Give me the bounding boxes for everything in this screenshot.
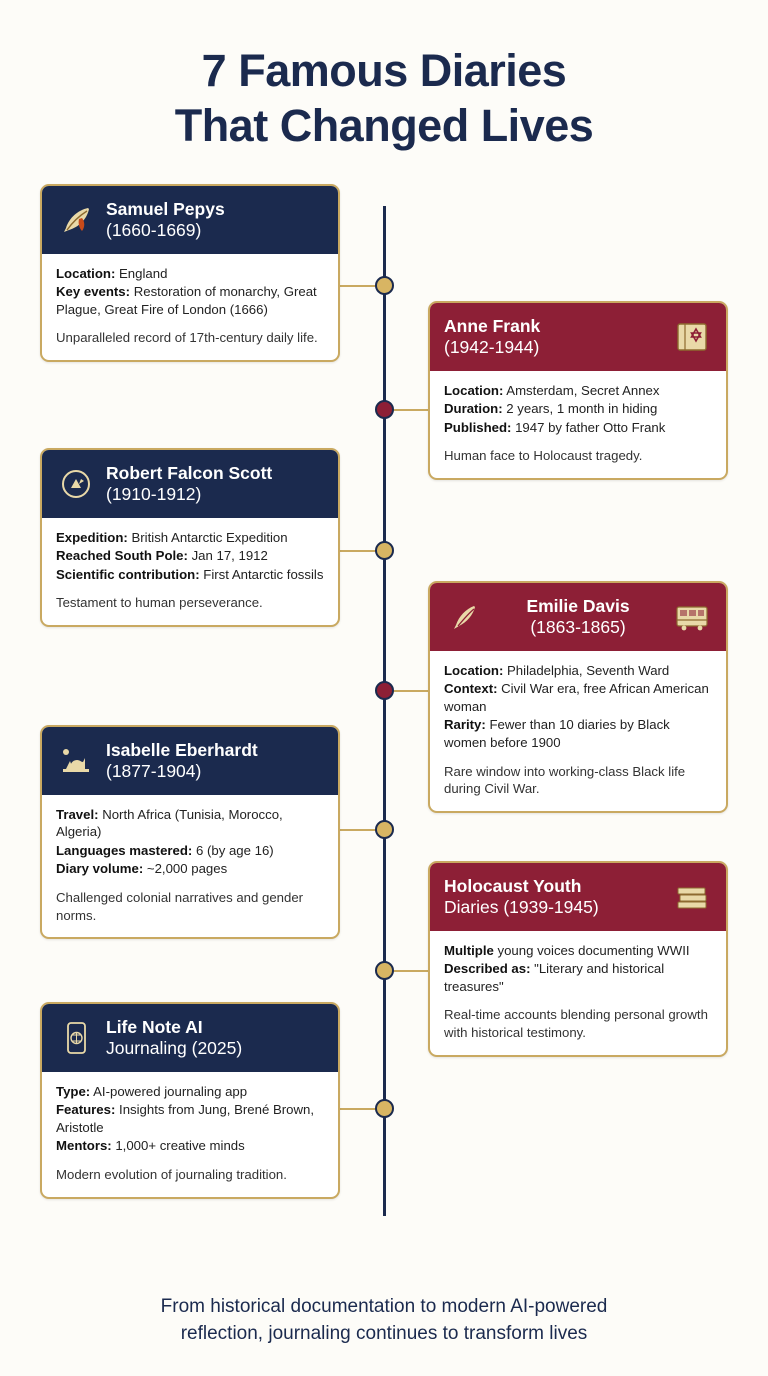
card-header <box>42 450 338 518</box>
fact-label: Type: <box>56 1083 91 1099</box>
fact-value: 1,000+ creative minds <box>111 1138 245 1154</box>
card-body <box>430 371 726 478</box>
card-years: (1660-1669) <box>106 219 202 240</box>
card-facts <box>56 529 324 584</box>
card-header <box>42 1004 338 1072</box>
timeline-node-4 <box>375 681 394 700</box>
card-years: Journaling (2025) <box>106 1037 243 1058</box>
fact-value: ~2,000 pages <box>143 861 228 877</box>
fact-label: Multiple <box>444 942 494 958</box>
card-person-name: Robert Falcon Scott <box>106 462 273 483</box>
star-of-david-book-icon <box>672 319 712 355</box>
card-samuel-pepys[interactable] <box>40 184 340 362</box>
fact-value: 1947 by father Otto Frank <box>511 419 666 435</box>
trolley-car-icon <box>672 599 712 635</box>
card-person-name: Emilie Davis <box>526 595 630 616</box>
timeline-node-2 <box>375 400 394 419</box>
fact-value: Philadelphia, Seventh Ward <box>503 662 670 678</box>
card-fact <box>444 960 712 995</box>
quill-pen-icon <box>56 202 96 238</box>
fact-label: Location: <box>56 265 116 281</box>
fact-value: Jan 17, 1912 <box>187 548 268 564</box>
fact-label: Scientific contribution: <box>56 566 200 582</box>
footer-line-1: From historical documentation to modern AI-powered <box>160 1296 608 1318</box>
fact-value: North Africa (Tunisia, Morocco, Algeria) <box>56 806 283 840</box>
card-fact <box>56 1137 324 1155</box>
card-body <box>42 254 338 360</box>
timeline-node-1 <box>375 276 394 295</box>
fact-label: Mentors: <box>56 1138 112 1154</box>
card-title <box>444 876 662 918</box>
fact-value: 2 years, 1 month in hiding <box>502 401 658 417</box>
fact-value: AI-powered journaling app <box>90 1083 248 1099</box>
timeline-spine <box>383 206 386 1216</box>
page-title-line-2: That Changed Lives <box>174 99 594 151</box>
card-fact <box>444 942 712 960</box>
fact-label: Features: <box>56 1102 116 1118</box>
fact-label: Location: <box>444 662 504 678</box>
fact-label: Duration: <box>444 401 503 417</box>
card-body <box>42 795 338 937</box>
card-person-name: Life Note AI <box>106 1016 203 1037</box>
card-facts <box>444 382 712 437</box>
card-person-name: Samuel Pepys <box>106 198 225 219</box>
card-header <box>42 727 338 795</box>
fact-value: British Antarctic Expedition <box>127 529 288 545</box>
card-fact <box>56 547 324 565</box>
card-header <box>430 303 726 371</box>
card-holocaust-youth-diaries[interactable] <box>428 861 728 1057</box>
fact-value: Fewer than 10 diaries by Black women before 1900 <box>444 717 670 750</box>
fact-label: Languages mastered: <box>56 842 193 858</box>
card-title <box>106 740 324 782</box>
card-fact <box>56 1101 324 1136</box>
card-fact <box>56 806 324 841</box>
card-note: Human face to Holocaust tragedy. <box>444 448 643 464</box>
footer-line-2: reflection, journaling continues to transform lives <box>180 1323 588 1345</box>
card-note: Unparalleled record of 17th-century daily life. <box>56 330 318 346</box>
card-facts <box>56 265 324 319</box>
fact-label: Expedition: <box>56 529 128 545</box>
timeline-node-5 <box>375 820 394 839</box>
card-person-name: Isabelle Eberhardt <box>106 739 258 760</box>
card-header <box>430 863 726 931</box>
timeline <box>0 184 768 1224</box>
card-years: Diaries (1939-1945) <box>444 896 599 917</box>
timeline-node-6 <box>375 961 394 980</box>
fact-value: Amsterdam, Secret Annex <box>503 382 660 398</box>
fact-value: 6 (by age 16) <box>192 842 274 858</box>
card-fact <box>56 1083 324 1101</box>
card-years: (1877-1904) <box>106 760 202 781</box>
card-emilie-davis[interactable] <box>428 581 728 813</box>
card-body <box>430 651 726 811</box>
fact-label: Context: <box>444 681 498 697</box>
card-note: Testament to human perseverance. <box>56 595 263 611</box>
card-facts <box>56 806 324 878</box>
fact-label: Described as: <box>444 961 531 977</box>
card-fact <box>56 265 324 283</box>
desert-camel-icon <box>56 743 96 779</box>
fact-label: Travel: <box>56 806 99 822</box>
card-header <box>430 583 726 651</box>
card-title <box>106 199 324 241</box>
card-fact <box>56 566 324 584</box>
card-facts <box>444 942 712 996</box>
card-years: (1863-1865) <box>530 616 626 637</box>
card-person-name: Anne Frank <box>444 315 541 336</box>
fact-value: England <box>115 265 168 281</box>
card-title <box>106 463 324 505</box>
card-fact <box>444 662 712 680</box>
stacked-books-icon <box>672 879 712 915</box>
fact-value: Civil War era, free African American woman <box>444 681 709 714</box>
card-body <box>42 1072 338 1197</box>
card-fact <box>444 419 712 437</box>
card-fact <box>444 680 712 715</box>
timeline-node-7 <box>375 1099 394 1118</box>
card-note: Real-time accounts blending personal growth with historical testimony. <box>444 1007 708 1040</box>
card-years: (1942-1944) <box>444 336 540 357</box>
card-note: Modern evolution of journaling tradition. <box>56 1166 287 1182</box>
card-fact <box>56 842 324 860</box>
footer-caption <box>0 1294 768 1348</box>
card-body <box>42 518 338 625</box>
card-note: Challenged colonial narratives and gender norms. <box>56 889 304 923</box>
fact-value: Insights from Jung, Brené Brown, Aristotle <box>56 1102 315 1135</box>
card-person-name: Holocaust Youth <box>444 875 582 896</box>
fact-value: Restoration of monarchy, Great Plague, Great Fire of London (1666) <box>56 284 317 317</box>
card-robert-falcon-scott[interactable] <box>40 448 340 627</box>
fact-value: young voices documenting WWII <box>493 942 690 958</box>
card-title <box>106 1017 324 1059</box>
card-fact <box>56 529 324 547</box>
card-note: Rare window into working-class Black life during Civil War. <box>444 763 686 797</box>
card-years: (1910-1912) <box>106 483 202 504</box>
fact-value: First Antarctic fossils <box>199 566 324 582</box>
card-title <box>494 596 662 638</box>
card-header <box>42 186 338 254</box>
card-facts <box>444 662 712 752</box>
quill-trolley-icon <box>444 599 484 635</box>
card-isabelle-eberhardt[interactable] <box>40 725 340 939</box>
card-body <box>430 931 726 1055</box>
card-fact <box>444 382 712 400</box>
card-fact <box>56 283 324 318</box>
card-title <box>444 316 662 358</box>
card-anne-frank[interactable] <box>428 301 728 480</box>
card-life-note-ai-journaling[interactable] <box>40 1002 340 1199</box>
card-fact <box>444 400 712 418</box>
compass-mountain-icon <box>56 466 96 502</box>
page-title <box>0 0 768 154</box>
fact-label: Location: <box>444 382 504 398</box>
page-title-line-1: 7 Famous Diaries <box>201 45 567 96</box>
fact-label: Published: <box>444 419 512 435</box>
phone-brain-icon <box>56 1020 96 1056</box>
card-fact <box>444 716 712 751</box>
timeline-node-3 <box>375 541 394 560</box>
fact-label: Rarity: <box>444 717 486 733</box>
fact-label: Reached South Pole: <box>56 548 188 564</box>
fact-value: "Literary and historical treasures" <box>444 961 665 994</box>
card-fact <box>56 860 324 878</box>
fact-label: Key events: <box>56 284 131 300</box>
fact-label: Diary volume: <box>56 861 144 877</box>
card-facts <box>56 1083 324 1155</box>
